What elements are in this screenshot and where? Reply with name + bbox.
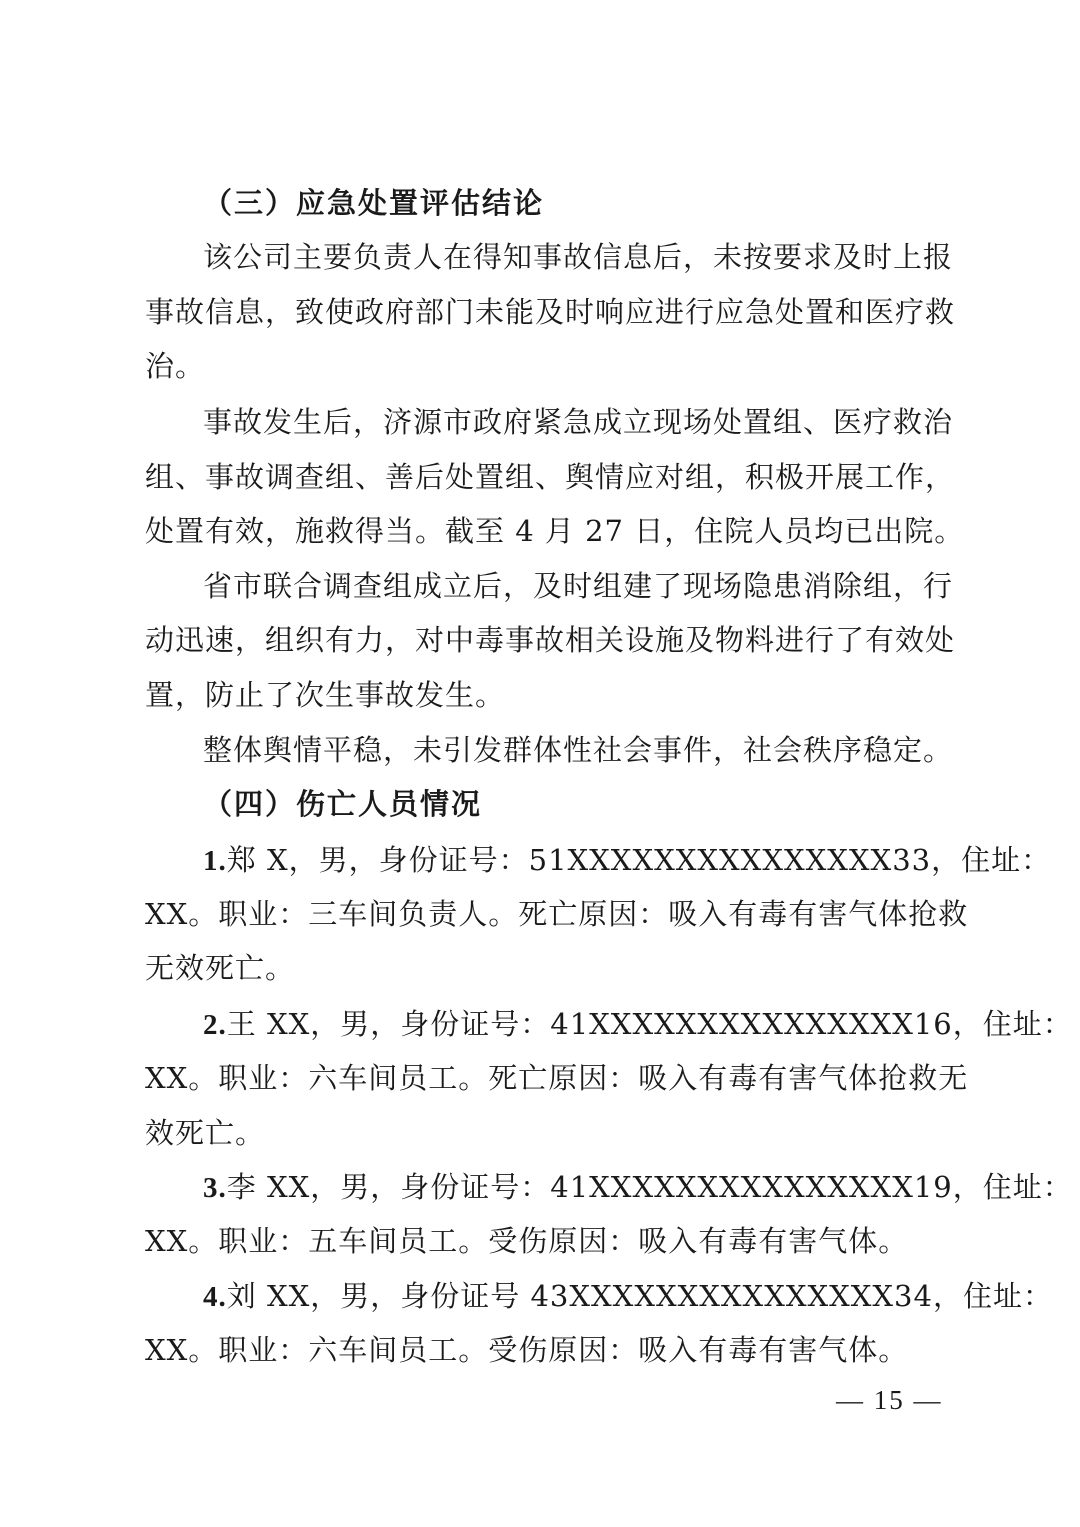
casualty-entry-line xyxy=(203,1276,1053,1316)
entry-text: 王 XX，男，身份证号：41XXXXXXXXXXXXXXX16，住址： xyxy=(226,1007,1073,1041)
casualty-entry-line xyxy=(203,1167,1073,1207)
casualty-entry-line xyxy=(203,840,1052,880)
casualty-entry-line: XX。职业：六车间员工。死亡原因：吸入有毒有害气体抢救无 xyxy=(145,1061,969,1095)
entry-number: 4. xyxy=(203,1281,227,1313)
paragraph-line: 动迅速，组织有力，对中毒事故相关设施及物料进行了有效处 xyxy=(145,623,956,657)
paragraph-line: 事故信息，致使政府部门未能及时响应进行应急处置和医疗救 xyxy=(145,295,956,329)
casualty-entry-line: XX。职业：六车间员工。受伤原因：吸入有毒有害气体。 xyxy=(145,1333,909,1367)
paragraph-line: 省市联合调查组成立后，及时组建了现场隐患消除组，行 xyxy=(203,569,954,603)
entry-text: 李 XX，男，身份证号：41XXXXXXXXXXXXXXX19，住址： xyxy=(226,1170,1073,1204)
casualty-entry-line: XX。职业：五车间员工。受伤原因：吸入有毒有害气体。 xyxy=(145,1224,909,1258)
page-number: — 15 — xyxy=(836,1385,943,1415)
paragraph-line: 处置有效，施救得当。截至 4 月 27 日，住院人员均已出院。 xyxy=(145,514,965,548)
entry-number: 2. xyxy=(203,1009,227,1041)
paragraph-line: 置，防止了次生事故发生。 xyxy=(145,678,506,712)
section-heading-casualties: （四）伤亡人员情况 xyxy=(203,787,483,821)
casualty-entry-line xyxy=(203,1004,1073,1044)
paragraph-line: 组、事故调查组、善后处置组、舆情应对组，积极开展工作， xyxy=(145,460,956,494)
casualty-entry-line: XX。职业：三车间负责人。死亡原因：吸入有毒有害气体抢救 xyxy=(145,897,969,931)
casualty-entry-line: 无效死亡。 xyxy=(145,951,296,985)
paragraph-line: 治。 xyxy=(145,349,206,383)
entry-number: 3. xyxy=(203,1172,227,1204)
casualty-entry-line: 效死亡。 xyxy=(145,1116,266,1150)
paragraph-line: 事故发生后，济源市政府紧急成立现场处置组、医疗救治 xyxy=(203,405,954,439)
entry-text: 郑 X，男，身份证号：51XXXXXXXXXXXXXXX33，住址： xyxy=(226,843,1052,877)
paragraph-line: 整体舆情平稳，未引发群体性社会事件，社会秩序稳定。 xyxy=(203,733,954,767)
entry-number: 1. xyxy=(203,845,227,877)
section-heading-emergency-assessment: （三）应急处置评估结论 xyxy=(203,186,545,220)
entry-text: 刘 XX，男，身份证号 43XXXXXXXXXXXXXXX34，住址： xyxy=(226,1279,1053,1313)
paragraph-line: 该公司主要负责人在得知事故信息后，未按要求及时上报 xyxy=(203,240,954,274)
